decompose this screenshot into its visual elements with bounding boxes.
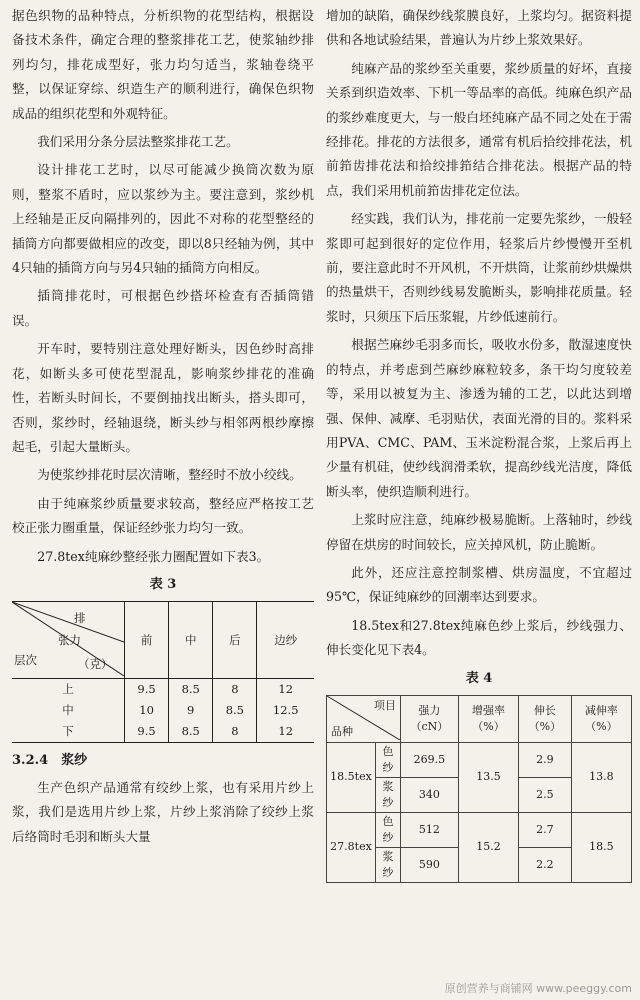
kind-cell: 色纱: [375, 812, 400, 847]
table4: [326, 695, 632, 883]
cell: 2.5: [519, 777, 572, 812]
section-heading: 3.2.4 浆纱: [12, 753, 88, 769]
cell: 9.5: [125, 721, 169, 743]
col-header: 伸长（%）: [519, 695, 572, 742]
table-row: [12, 679, 314, 701]
kind-cell: 浆纱: [375, 847, 400, 882]
watermark: 原创营养与商铺网 www.peeggy.com: [444, 982, 632, 995]
header-layer: 层次: [14, 653, 37, 668]
rate-cell: 13.5: [458, 742, 518, 812]
cell: 512: [400, 812, 458, 847]
col-header: 减伸率（%）: [571, 695, 631, 742]
header-tension: 张力: [58, 633, 81, 648]
col-header: 增强率（%）: [458, 695, 518, 742]
left-column: [12, 4, 314, 853]
rate-cell: 15.2: [458, 812, 518, 882]
right-column: [326, 4, 632, 883]
paragraph: 经实践，我们认为，排花前一定要先浆纱，一般轻浆即可起到很好的定位作用，轻浆后片纱慢慢开至机前，要注意此时不开风机，不开烘筒，让浆前纱烘燥烘的热量烘干，否则纱线易发脆断头，影响排花质量。轻浆时，只须压下后压浆辊，片纱低速前行。: [326, 211, 632, 324]
paragraph: 此外，还应注意控制浆槽、烘房温度，不宜超过95℃，保证纯麻纱的回潮率达到要求。: [326, 564, 632, 605]
header-gram: （克）: [78, 657, 113, 672]
paragraph: 纯麻产品的浆纱至关重要，浆纱质量的好坏，直接关系到织造效率、下机一等品率的高低。纯麻色织产品的浆纱难度更大，与一般白坯纯麻产品不同之处在于需经排花。排花的方法很多，通常有机后拾绞排花法，机前筘齿排花法和拾绞排筘结合排花法。根据产品的特点，我们采用机前筘齿排花定位法。: [326, 60, 632, 198]
cell: 8: [213, 679, 257, 701]
cell: 8.5: [169, 679, 213, 701]
cell: 9.5: [125, 679, 169, 701]
cell: 10: [125, 700, 169, 721]
table-row: [327, 742, 632, 777]
cell: 590: [400, 847, 458, 882]
cell: 2.2: [519, 847, 572, 882]
cell: 12: [257, 679, 314, 701]
table-row: [12, 700, 314, 721]
kind-cell: 色纱: [375, 742, 400, 777]
table4-diagonal-header: [327, 695, 401, 742]
table4-title: 表 4: [465, 670, 493, 686]
paragraph: 据色织物的品种特点，分析织物的花型结构，根据设备技术条件，确定合理的整浆排花工艺，使浆轴纱排列均匀，排花成型好，张力均匀适当，浆轴卷绕平整，以保证穿综、织造生产的顺利进行，确保色织物成品的组织花型和外观特征。: [12, 8, 314, 121]
kind-cell: 浆纱: [375, 777, 400, 812]
paragraph: 上浆时应注意，纯麻纱极易脆断。上落轴时，纱线停留在烘房的时间较长，应关掉风机，防止脆断。: [326, 512, 632, 552]
header-item: 项目: [373, 698, 396, 712]
cell: 8: [213, 721, 257, 743]
drop-cell: 18.5: [571, 812, 631, 882]
cell: 269.5: [400, 742, 458, 777]
cell: 2.7: [519, 812, 572, 847]
cell: 8.5: [169, 721, 213, 743]
row-label: 上: [62, 682, 74, 697]
variety-cell: 18.5tex: [327, 742, 376, 812]
cell: 9: [169, 700, 213, 721]
table3: [12, 601, 314, 743]
cell: 12.5: [257, 700, 314, 721]
col-header: 后: [213, 602, 257, 679]
paragraph: 我们采用分条分层法整浆排花工艺。: [37, 134, 239, 150]
cell: 8.5: [213, 700, 257, 721]
col-header: 边纱: [257, 602, 314, 679]
table-row: [12, 721, 314, 743]
row-label: 下: [62, 724, 74, 739]
header-arrange: 排: [74, 611, 86, 626]
paragraph: 27.8tex纯麻纱整经张力圈配置如下表3。: [37, 548, 270, 564]
paragraph: 18.5tex和27.8tex纯麻色纱上浆后，纱线强力、伸长变化见下表4。: [326, 617, 632, 658]
col-header: 前: [125, 602, 169, 679]
paragraph: 由于纯麻浆纱质量要求较高，整经应严格按工艺校正张力圈重量，保证经纱张力均匀一致。: [12, 495, 314, 536]
cell: 2.9: [519, 742, 572, 777]
col-header: 中: [169, 602, 213, 679]
paragraph: 开车时，要特别注意处理好断头，因色纱时高排花，如断头多可使花型混乱，影响浆纱排花的准确性，若断头时间长，不要倒抽找出断头，搭头即可，否则，浆纱时，经轴退绕，断头纱与相邻两根纱摩擦起毛，引起大量断头。: [12, 341, 314, 454]
paragraph: 设计排花工艺时，以尽可能减少换筒次数为原则，整浆不盾时，应以浆纱为主。要注意到，浆纱机上经轴是正反向隔排列的，因此不对称的花型整经的插筒方向都要做相应的改变，即以8只经轴为例，其中4只轴的插筒方向与另4只轴的插筒方向相反。: [12, 162, 314, 276]
paragraph: 插筒排花时，可根据色纱搭坏检查有否插筒错误。: [12, 288, 314, 328]
paragraph: 根据苎麻纱毛羽多而长，吸收水份多，散湿速度快的特点，并考虑到苎麻纱麻粒较多，条干均匀度较差等，采用以被复为主、渗透为辅的工艺，以此达到增强、保伸、减摩、毛羽贴伏，表面光滑的目的。浆料采用PVA、CMC、PAM、玉米淀粉混合浆，上浆后再上少量有机硅，使纱线润滑柔软，提高纱线光洁度，降低断头率，使织造顺利进行。: [326, 337, 632, 499]
paragraph: 增加的缺陷，确保纱线浆膜良好，上浆均匀。据资料提供和各地试验结果，普遍认为片纱上浆效果好。: [326, 8, 632, 48]
cell: 340: [400, 777, 458, 812]
drop-cell: 13.8: [571, 742, 631, 812]
table-row: [327, 812, 632, 847]
row-label: 中: [62, 703, 74, 718]
variety-cell: 27.8tex: [327, 812, 376, 882]
table3-title: 表 3: [149, 576, 177, 592]
paragraph: 生产色织产品通常有绞纱上浆，也有采用片纱上浆，我们是选用片纱上浆，片纱上浆消除了绞纱上浆后络筒时毛羽和断头大量: [12, 779, 314, 844]
paragraph: 为使浆纱排花时层次清晰，整经时不放小绞线。: [37, 467, 302, 483]
cell: 12: [257, 721, 314, 743]
table3-diagonal-header: [12, 602, 125, 679]
header-variety: 品种: [331, 724, 353, 738]
col-header: 强力（cN）: [400, 695, 458, 742]
